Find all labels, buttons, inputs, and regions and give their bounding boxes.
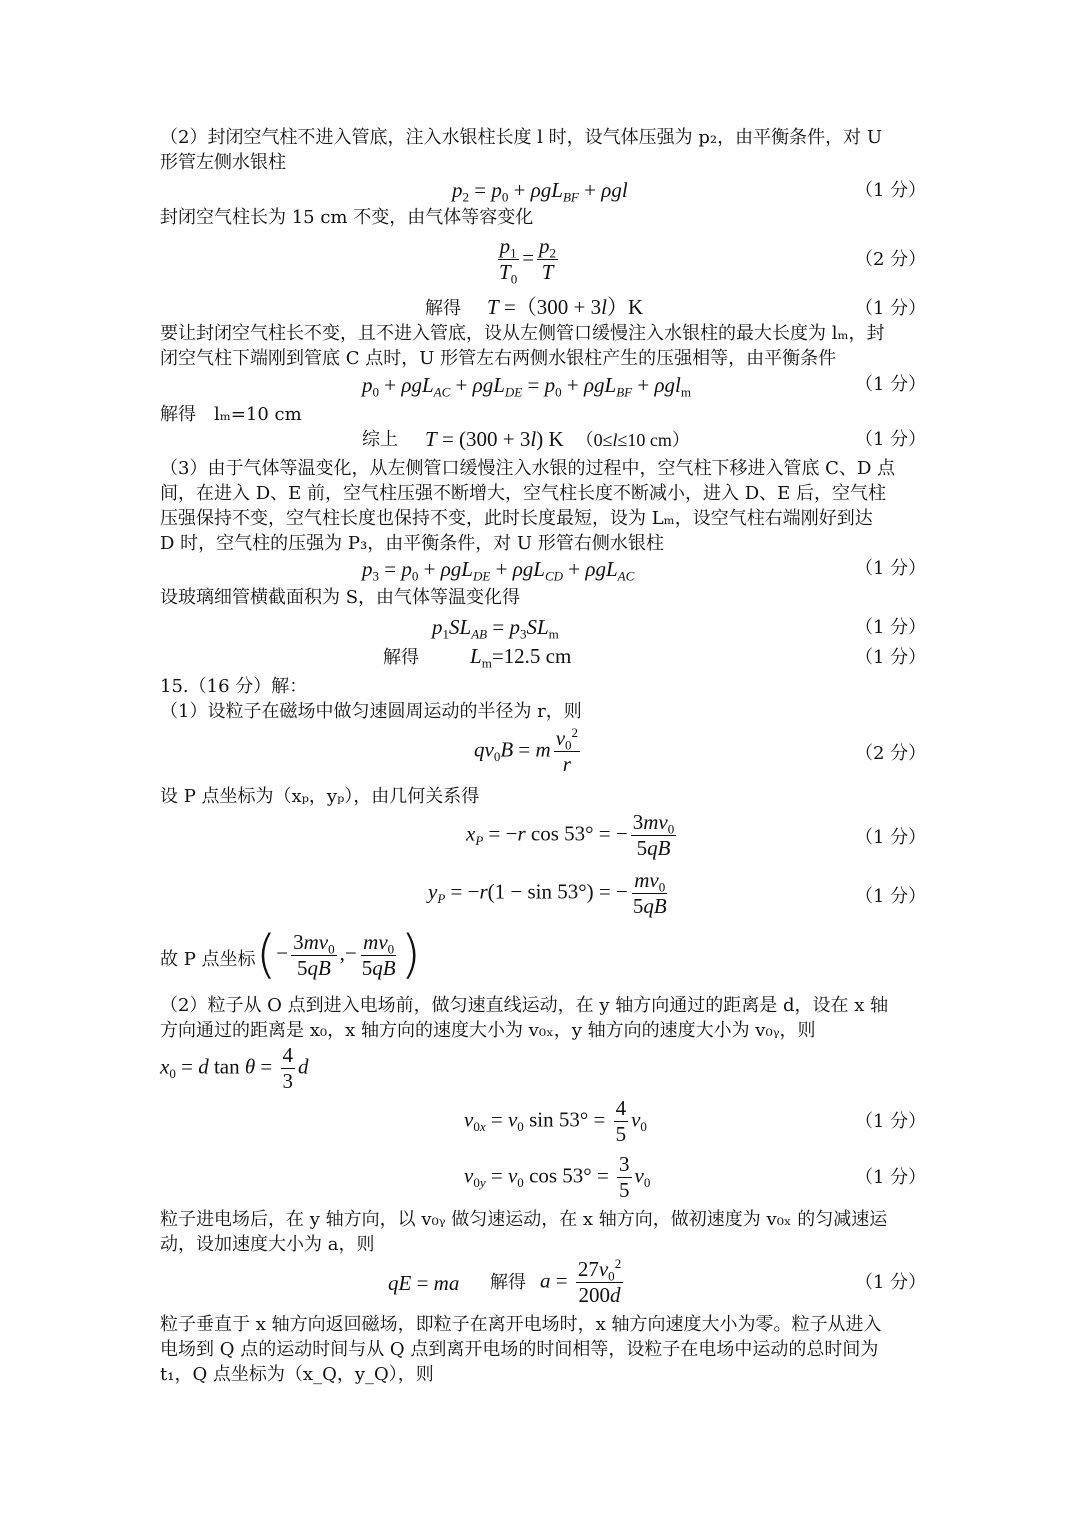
text-line: 间，在进入 D、E 前，空气柱压强不断增大，空气柱长度不断减小，进入 D、E 后，空气柱 [160, 483, 887, 504]
score-label: （1 分） [855, 886, 927, 907]
text-line: 压强保持不变，空气柱长度也保持不变，此时长度最短，设为 Lₘ，设空气柱右端刚好到达 [160, 508, 873, 529]
equation-v0x: $v_{0x} = v_0$ sin 53° = $\frac{4}{5}$ $v_0$ [464, 1096, 647, 1146]
equation-isothermal: $p_1SL_{AB} = p_3SL_m$ [432, 615, 559, 642]
score-label: （1 分） [855, 180, 927, 201]
score-label: （1 分） [855, 558, 927, 579]
equation-qE: qE = ma [388, 1271, 460, 1295]
equation-p3: $p_3 = p_0 + \rho gL_{DE} + \rho gL_{CD} + \rho gL_{AC}$ [362, 557, 635, 584]
text-line: 动，设加速度大小为 a，则 [160, 1234, 375, 1255]
text-line: 电场到 Q 点的运动时间与从 Q 点到离开电场的时间相等，设粒子在电场中运动的总时间为 [160, 1339, 879, 1360]
score-label: （2 分） [855, 743, 927, 764]
question-heading: 15.（16 分）解： [160, 676, 308, 697]
equation-isochoric: $\frac{p_1}{T_0}$ = $\frac{p_2}{T}$ [499, 234, 557, 287]
score-label: （1 分） [855, 374, 927, 395]
text-line: 故 P 点坐标 [160, 949, 256, 970]
equation-a: a = $\frac{27v_0^2}{200d}$ [540, 1256, 622, 1307]
score-label: （1 分） [855, 647, 927, 668]
equation-lorentz: $qv_0B = m$ $\frac{v_0^2}{r}$ [474, 725, 579, 776]
equation-summary: T = (300 + 3l) K （0≤l≤10 cm） [425, 427, 690, 451]
text-line: 粒子进电场后，在 y 轴方向，以 v₀ᵧ 做匀速运动，在 x 轴方向，做初速度为 v₀ₓ 的匀减速运 [160, 1209, 888, 1230]
text-line: 闭空气柱下端刚到管底 C 点时，U 形管左右两侧水银柱产生的压强相等，由平衡条件 [160, 348, 837, 369]
score-label: （1 分） [855, 1167, 927, 1188]
text-line: （1）设粒子在磁场中做匀速圆周运动的半径为 r，则 [160, 701, 582, 722]
text-line: 设玻璃细管横截面积为 S，由气体等温变化得 [160, 587, 521, 608]
equation-T: T =（300 + 3l）K [487, 295, 644, 319]
text-line: 封闭空气柱长为 15 cm 不变，由气体等容变化 [160, 207, 534, 228]
solve-label: 解得 [490, 1272, 526, 1293]
text-line: （2）粒子从 O 点到进入电场前，做匀速直线运动，在 y 轴方向通过的距离是 d，设在 x 轴 [160, 995, 889, 1016]
equation-Lm: $L_m=12.5$ cm [470, 644, 572, 671]
text-line: D 时，空气柱的压强为 P₃，由平衡条件，对 U 形管右侧水银柱 [160, 533, 664, 554]
text-line: 方向通过的距离是 x₀，x 轴方向的速度大小为 v₀ₓ，y 轴方向的速度大小为 v₀ᵧ，则 [160, 1020, 816, 1041]
text-line: （3）由于气体等温变化，从左侧管口缓慢注入水银的过程中，空气柱下移进入管底 C、D 点 [160, 458, 896, 479]
equation-p2: $p_2 = p_0 + \rho gL_{BF} + \rho gl$ [452, 178, 628, 205]
text-line: （2）封闭空气柱不进入管底，注入水银柱长度 l 时，设气体压强为 p₂，由平衡条件，对 U [160, 127, 883, 148]
equation-v0y: $v_{0y} = v_0$ cos 53° = $\frac{3}{5}$ $v_0$ [464, 1152, 651, 1202]
equation-balance: $p_0 + \rho gL_{AC} + \rho gL_{DE} = p_0 + \rho gL_{BF} + \rho gl_m$ [362, 373, 691, 400]
score-label: （1 分） [855, 827, 927, 848]
equation-xP: $x_P = -r$ cos 53° = − $\frac{3mv_0}{5qB}$ [466, 810, 675, 860]
score-label: （2 分） [855, 249, 927, 270]
score-label: （1 分） [855, 617, 927, 638]
text-line: 形管左侧水银柱 [160, 152, 286, 173]
summary-label: 综上 [362, 429, 398, 450]
score-label: （1 分） [855, 298, 927, 319]
text-line: 解得 lₘ=10 cm [160, 404, 302, 425]
equation-P-coordinate: (− $\frac{3mv_0}{5qB}$ ,− $\frac{mv_0}{5qB}$ ) [256, 925, 421, 985]
text-line: 设 P 点坐标为（xₚ，yₚ），由几何关系得 [160, 786, 480, 807]
solve-label: 解得 [425, 298, 461, 319]
score-label: （1 分） [855, 1111, 927, 1132]
text-line: 粒子垂直于 x 轴方向返回磁场，即粒子在离开电场时，x 轴方向速度大小为零。粒子从进入 [160, 1314, 882, 1335]
text-line: 要让封闭空气柱长不变，且不进入管底，设从左侧管口缓慢注入水银柱的最大长度为 lₘ，封 [160, 323, 885, 344]
score-label: （1 分） [855, 429, 927, 450]
equation-yP: $y_P = -r(1 - \sin 53^\circ)$ = − $\frac{mv_0}{5qB}$ [428, 868, 667, 918]
equation-x0: $x_0 = d$ tan θ = $\frac{4}{3}$ d [160, 1043, 309, 1093]
text-line: t₁，Q 点坐标为（x_Q，y_Q），则 [160, 1364, 434, 1385]
solve-label: 解得 [383, 647, 419, 668]
score-label: （1 分） [855, 1272, 927, 1293]
